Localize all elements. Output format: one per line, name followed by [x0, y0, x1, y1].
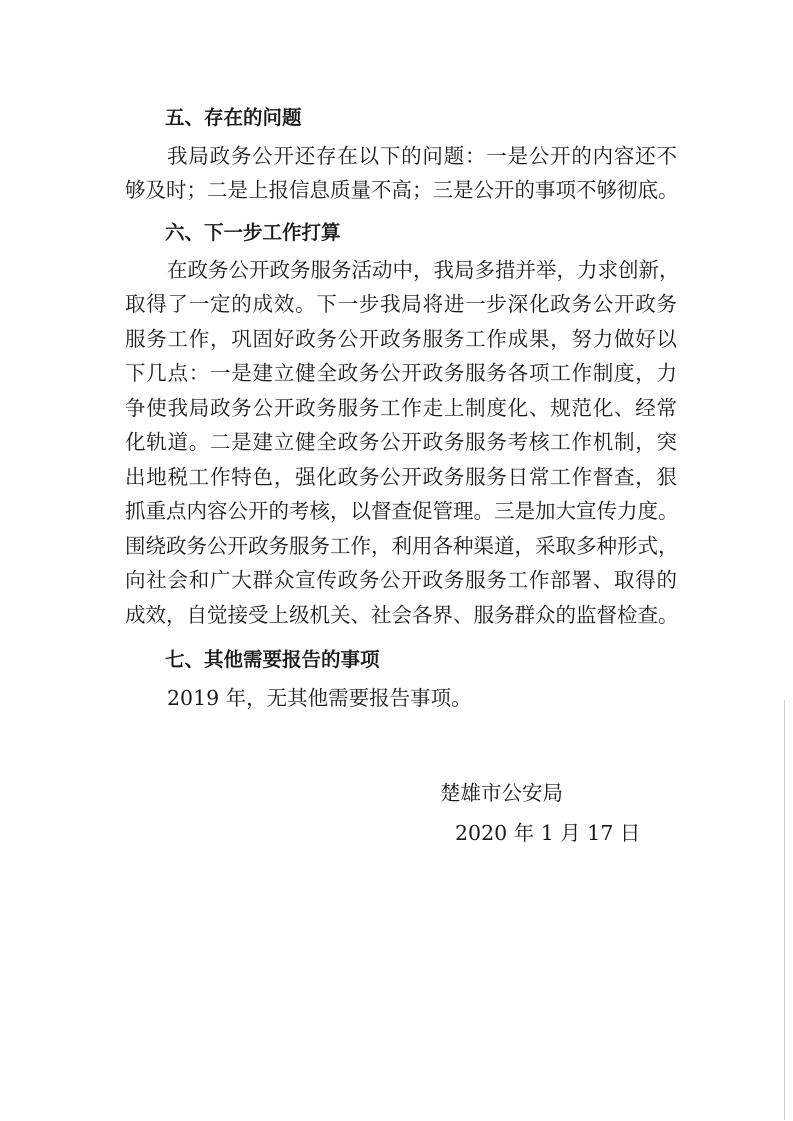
- section-6-heading: 六、下一步工作打算: [165, 221, 341, 244]
- signature-org: 楚雄市公安局: [440, 781, 563, 805]
- section-6-line-9: 围绕政务公开政务服务工作，利用各种渠道，采取多种形式，: [125, 534, 679, 558]
- section-6-line-2: 取得了一定的成效。下一步我局将进一步深化政务公开政务: [125, 292, 677, 316]
- section-7-heading: 七、其他需要报告的事项: [165, 648, 380, 671]
- section-6-line-4: 下几点：一是建立健全政务公开政务服务各项工作制度，力: [125, 361, 677, 385]
- section-6-line-3: 服务工作，巩固好政务公开政务服务工作成果，努力做好以: [125, 327, 677, 351]
- section-6-line-6: 化轨道。二是建立健全政务公开政务服务考核工作机制，突: [125, 430, 677, 454]
- section-6-line-1: 在政务公开政务服务活动中，我局多措并举，力求创新，: [167, 258, 680, 282]
- section-5-heading: 五、存在的问题: [165, 106, 302, 129]
- section-7-line-1: 2019 年，无其他需要报告事项。: [167, 686, 472, 710]
- signature-date: 2020 年 1 月 17 日: [455, 821, 641, 845]
- section-6-line-8: 抓重点内容公开的考核，以督查促管理。三是加大宣传力度。: [125, 499, 679, 523]
- scan-edge-line: [784, 700, 785, 1120]
- section-6-line-5: 争使我局政务公开政务服务工作走上制度化、规范化、经常: [125, 396, 677, 420]
- section-6-line-11: 成效，自觉接受上级机关、社会各界、服务群众的监督检查。: [125, 603, 679, 627]
- section-5-line-1: 我局政务公开还存在以下的问题：一是公开的内容还不: [167, 144, 677, 168]
- section-6-line-7: 出地税工作特色，强化政务公开政务服务日常工作督查，狠: [125, 465, 677, 489]
- section-5-line-2: 够及时；二是上报信息质量不高；三是公开的事项不够彻底。: [125, 178, 679, 202]
- section-6-line-10: 向社会和广大群众宣传政务公开政务服务工作部署、取得的: [125, 568, 677, 592]
